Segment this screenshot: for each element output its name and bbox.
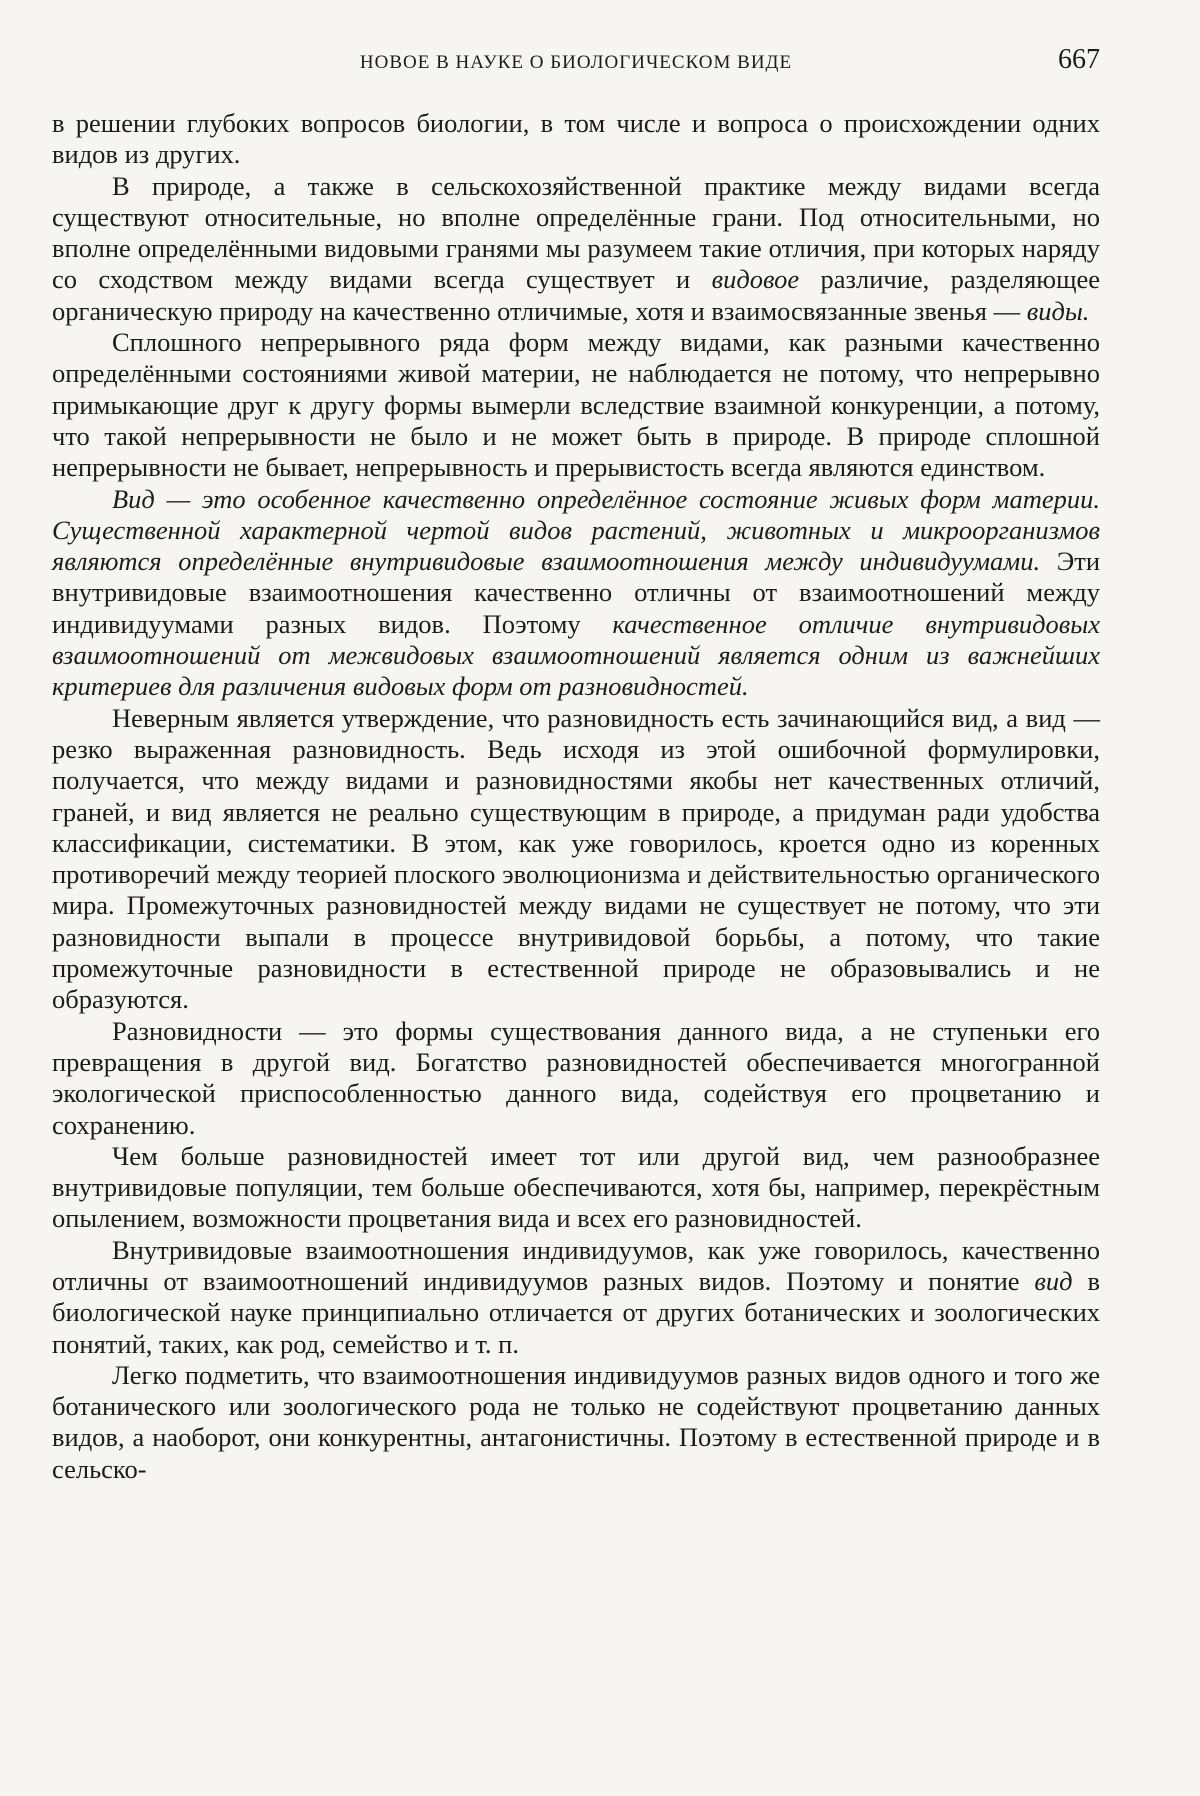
paragraph-8-text: Внутривидовые взаимоотношения индивидуумов, как уже говорилось, качественно отличны от взаимоотношений индивидуумов разных видов. Поэтому и понятие	[52, 1234, 1100, 1296]
species-criterion: качественное отличие внутривидовых взаимоотношений от межвидовых взаимоотношений является одним из важнейших критериев для различения видовых форм от разновидностей.	[52, 608, 1100, 702]
paragraph-8	[52, 1235, 1100, 1360]
paragraph-4	[52, 484, 1100, 703]
paragraph-7: Чем больше разновидностей имеет тот или другой вид, чем разнообразнее внутривидовые популяции, тем больше обеспечиваются, хотя бы, например, перекрёстным опылением, возможности процветания вида и всех его разновидностей.	[52, 1140, 1100, 1234]
paragraph-8-emphasis: вид	[1034, 1265, 1073, 1296]
paragraph-4-text: Эти внутривидовые взаимоотношения качественно отличны от взаимоотношений между индивидуумами разных видов. Поэтому	[52, 546, 1100, 639]
running-head	[52, 44, 1100, 80]
species-definition: Вид — это особенное качественно определённое состояние живых форм материи. Существенной характерной чертой видов растений, животных и микроорганизмов являются определённые внутривидовые взаимоотношения между индивидуумами.	[52, 483, 1100, 577]
paragraph-2-text-cont: различие, разделяющее органическую природу на качественно отличимые, хотя и взаимосвязанные звенья —	[52, 264, 1100, 326]
running-head-title: НОВОЕ В НАУКЕ О БИОЛОГИЧЕСКОМ ВИДЕ	[359, 52, 793, 73]
body-text	[52, 108, 1100, 1485]
page-number: 667	[1058, 44, 1100, 75]
paragraph-8-text-cont: в биологической науке принципиально отличается от других ботанических и зоологических понятий, таких, как род, семейство и т. п.	[52, 1265, 1101, 1359]
paragraph-2-text: В природе, а также в сельскохозяйственной практике между видами всегда существуют относительные, но вполне определённые грани. Под относительными, но вполне определёнными видовыми гранями мы разумеем такие отличия, при которых наряду со сходством между видами всегда существует и	[52, 170, 1100, 295]
paragraph-2-emphasis: видовое	[711, 264, 800, 295]
paragraph-2	[52, 171, 1100, 327]
paragraph-1: в решении глубоких вопросов биологии, в том числе и вопроса о происхождении одних видов из других.	[52, 108, 1100, 170]
paragraph-3: Сплошного непрерывного ряда форм между видами, как разными качественно определёнными состояниями живой материи, не наблюдается не потому, что непрерывно примыкающие друг к другу формы вымерли вследствие взаимной конкуренции, а потому, что такой непрерывности не было и не может быть в природе. В природе сплошной непрерывности не бывает, непрерывность и прерывистость всегда являются единством.	[52, 327, 1100, 483]
paragraph-5: Неверным является утверждение, что разновидность есть зачинающийся вид, а вид — резко выраженная разновидность. Ведь исходя из этой ошибочной формулировки, получается, что между видами и разновидностями якобы нет качественных отличий, граней, и вид является не реально существующим в природе, а придуман ради удобства классификации, систематики. В этом, как уже говорилось, кроется одно из коренных противоречий между теорией плоского эволюционизма и действительностью органического мира. Промежуточных разновидностей между видами не существует не потому, что эти разновидности выпали в процессе внутривидовой борьбы, а потому, что такие промежуточные разновидности в естественной природе не образовывались и не образуются.	[52, 702, 1100, 1015]
paragraph-2-emphasis-end: виды.	[1026, 295, 1090, 326]
paragraph-6: Разновидности — это формы существования данного вида, а не ступеньки его превращения в другой вид. Богатство разновидностей обеспечивается многогранной экологической приспособленностью данного вида, содействуя его процветанию и сохранению.	[52, 1015, 1100, 1140]
paragraph-9: Легко подметить, что взаимоотношения индивидуумов разных видов одного и того же ботанического или зоологического рода не только не содействуют процветанию данных видов, а наоборот, они конкурентны, антагонистичны. Поэтому в естественной природе и в сельско-	[52, 1359, 1100, 1484]
